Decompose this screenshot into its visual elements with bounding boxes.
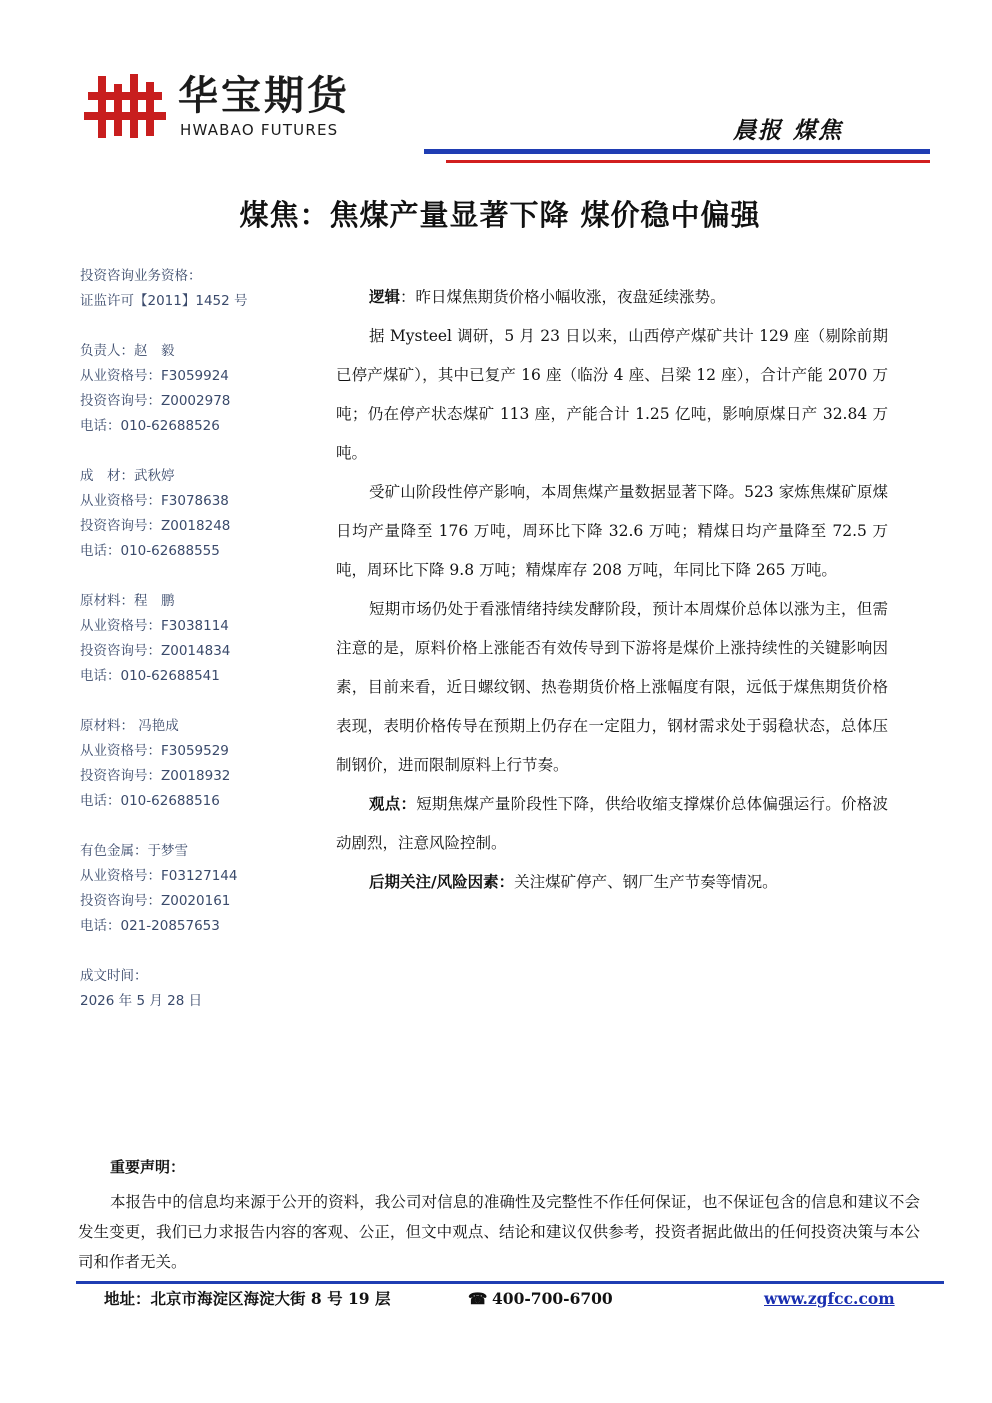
- footer-phone-number: 400-700-6700: [492, 1289, 613, 1308]
- footer-phone: [468, 1287, 613, 1311]
- hwabao-logo-icon: [84, 72, 166, 140]
- sidebar-line: 电话：010-62688555: [80, 543, 220, 559]
- sidebar-line: 从业资格号：F3038114: [80, 618, 229, 634]
- sidebar-line: 证监许可【2011】1452 号: [80, 293, 248, 309]
- sidebar-line: 电话：021-20857653: [80, 918, 220, 934]
- logic-paragraph: [336, 278, 888, 317]
- footer-address: 地址：北京市海淀区海淀大街 8 号 19 层: [104, 1289, 391, 1308]
- sidebar-line: 成 材：武秋婷: [80, 468, 175, 484]
- report-body: [336, 278, 888, 902]
- company-name-en: HWABAO FUTURES: [180, 121, 339, 139]
- footer-divider: [76, 1281, 944, 1284]
- body-paragraph-2: 受矿山阶段性停产影响，本周焦煤产量数据显著下降。523 家炼焦煤矿原煤日均产量降至 176 万吨，周环比下降 32.6 万吨；精煤日均产量降至 72.5 万吨，周环比下降 9.8 万吨；精煤库存 208 万吨，年同比下降 265 万吨。: [336, 483, 888, 579]
- risk-paragraph: [336, 863, 888, 902]
- sidebar-line: 投资咨询号：Z0002978: [80, 393, 231, 409]
- sidebar-line: 投资咨询业务资格：: [80, 268, 202, 284]
- risk-text: 关注煤矿停产、钢厂生产节奏等情况。: [514, 873, 778, 891]
- analyst-sidebar: [80, 264, 320, 1014]
- sidebar-line: 有色金属：于梦雪: [80, 843, 188, 859]
- sidebar-spacer: [80, 314, 320, 339]
- header-divider-red: [446, 160, 930, 163]
- sidebar-line: 原材料： 冯艳成: [80, 718, 179, 734]
- sidebar-line: 负责人：赵 毅: [80, 343, 175, 359]
- sidebar-line: 成文时间：: [80, 968, 148, 984]
- sidebar-line: 从业资格号：F3059529: [80, 743, 229, 759]
- sidebar-spacer: [80, 564, 320, 589]
- sidebar-spacer: [80, 689, 320, 714]
- view-text: 短期焦煤产量阶段性下降，供给收缩支撑煤价总体偏强运行。价格波动剧烈，注意风险控制。: [336, 795, 888, 852]
- logic-label: 逻辑: [369, 288, 401, 306]
- sidebar-line: 原材料：程 鹏: [80, 593, 175, 609]
- sidebar-line: 投资咨询号：Z0014834: [80, 643, 231, 659]
- sidebar-line: 电话：010-62688526: [80, 418, 220, 434]
- disclaimer-text: 本报告中的信息均来源于公开的资料，我公司对信息的准确性及完整性不作任何保证，也不保证包含的信息和建议不会发生变更，我们已力求报告内容的客观、公正，但文中观点、结论和建议仅供参考，投资者据此做出的任何投资决策与本公司和作者无关。: [78, 1193, 920, 1271]
- sidebar-line: 从业资格号：F3078638: [80, 493, 229, 509]
- sidebar-line: 从业资格号：F3059924: [80, 368, 229, 384]
- view-paragraph: [336, 785, 888, 863]
- sidebar-line: 2026 年 5 月 28 日: [80, 993, 203, 1009]
- sidebar-line: 电话：010-62688541: [80, 668, 220, 684]
- sidebar-line: 投资咨询号：Z0020161: [80, 893, 231, 909]
- disclaimer-heading: 重要声明：: [110, 1158, 186, 1176]
- sidebar-line: 电话：010-62688516: [80, 793, 220, 809]
- sidebar-line: 投资咨询号：Z0018932: [80, 768, 231, 784]
- report-type-label: 晨报 煤焦: [733, 117, 844, 144]
- footer-website-link[interactable]: www.zgfcc.com: [764, 1289, 895, 1308]
- body-paragraph-3: 短期市场仍处于看涨情绪持续发酵阶段，预计本周煤价总体以涨为主，但需注意的是，原料价格上涨能否有效传导到下游将是煤价上涨持续性的关键影响因素，目前来看，近日螺纹钢、热卷期货价格上涨幅度有限，远低于煤焦期货价格表现，表明价格传导在预期上仍存在一定阻力，钢材需求处于弱稳状态，总体压制钢价，进而限制原料上行节奏。: [336, 600, 888, 774]
- sidebar-spacer: [80, 939, 320, 964]
- sidebar-spacer: [80, 814, 320, 839]
- sidebar-spacer: [80, 439, 320, 464]
- body-paragraph-1: 据 Mysteel 调研，5 月 23 日以来，山西停产煤矿共计 129 座（剔除前期已停产煤矿），其中已复产 16 座（临汾 4 座、吕梁 12 座），合计产能 2070 万吨；仍在停产状态煤矿 113 座，产能合计 1.25 亿吨，影响原煤日产 32.84 万吨。: [336, 327, 888, 462]
- logic-text: ：昨日煤焦期货价格小幅收涨，夜盘延续涨势。: [400, 288, 726, 306]
- view-label: 观点：: [369, 795, 417, 813]
- company-name-cn: 华宝期货: [178, 73, 350, 119]
- sidebar-line: 从业资格号：F03127144: [80, 868, 238, 884]
- sidebar-line: 投资咨询号：Z0018248: [80, 518, 231, 534]
- header-divider-blue: [424, 149, 930, 154]
- telephone-icon: ☎: [468, 1289, 488, 1308]
- risk-label: 后期关注/风险因素：: [369, 873, 515, 891]
- report-title: 煤焦：焦煤产量显著下降 煤价稳中偏强: [239, 198, 761, 232]
